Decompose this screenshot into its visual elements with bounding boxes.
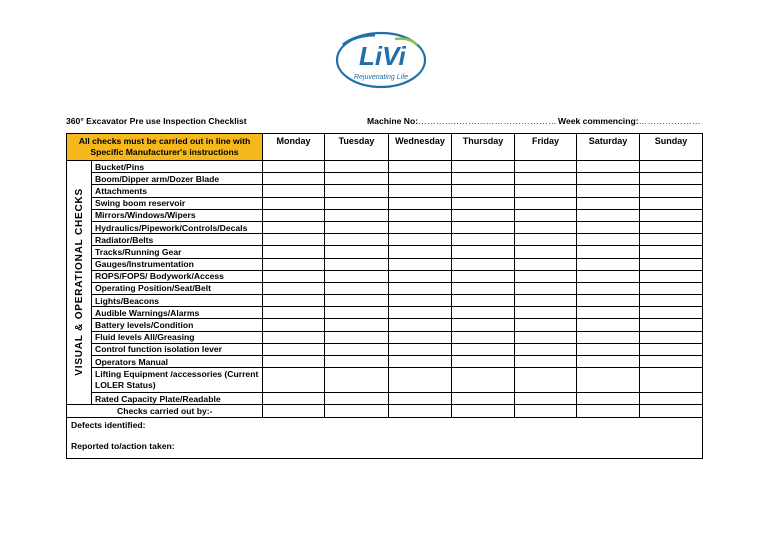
check-cell[interactable] xyxy=(325,221,389,233)
table-row xyxy=(67,173,703,185)
check-cell[interactable] xyxy=(515,173,577,185)
check-cell[interactable] xyxy=(263,319,325,331)
check-cell[interactable] xyxy=(577,393,640,405)
checks-carried-out-by: Checks carried out by:- xyxy=(67,405,263,417)
check-cell[interactable] xyxy=(325,393,389,405)
check-cell[interactable] xyxy=(515,246,577,258)
item-label: Swing boom reservoir xyxy=(92,197,263,209)
check-cell[interactable] xyxy=(515,368,577,393)
machine-no xyxy=(367,116,557,126)
table-row xyxy=(67,307,703,319)
logo-brand: LiVi xyxy=(359,41,406,71)
check-cell[interactable] xyxy=(389,197,452,209)
check-cell[interactable] xyxy=(640,246,703,258)
item-label: Boom/Dipper arm/Dozer Blade xyxy=(92,173,263,185)
check-cell[interactable] xyxy=(389,173,452,185)
check-cell[interactable] xyxy=(452,393,515,405)
machine-dots: …………..…………………………… xyxy=(418,116,557,126)
item-label: Lights/Beacons xyxy=(92,295,263,307)
check-cell[interactable] xyxy=(452,246,515,258)
check-cell[interactable] xyxy=(263,295,325,307)
check-cell[interactable] xyxy=(389,270,452,282)
item-label: Operating Position/Seat/Belt xyxy=(92,282,263,294)
day-wednesday: Wednesday xyxy=(389,134,452,161)
check-cell[interactable] xyxy=(325,173,389,185)
check-cell[interactable] xyxy=(577,356,640,368)
week-commencing xyxy=(558,116,701,126)
check-cell[interactable] xyxy=(515,295,577,307)
check-cell[interactable] xyxy=(263,331,325,343)
check-cell[interactable] xyxy=(515,393,577,405)
check-cell[interactable] xyxy=(389,356,452,368)
check-cell[interactable] xyxy=(325,343,389,355)
check-cell[interactable] xyxy=(263,368,325,393)
check-cell[interactable] xyxy=(515,270,577,282)
check-cell[interactable] xyxy=(452,319,515,331)
check-cell[interactable] xyxy=(577,368,640,393)
check-cell[interactable] xyxy=(263,343,325,355)
check-cell[interactable] xyxy=(515,185,577,197)
check-cell[interactable] xyxy=(263,221,325,233)
check-cell[interactable] xyxy=(389,161,452,173)
check-cell[interactable] xyxy=(325,282,389,294)
item-label: Audible Warnings/Alarms xyxy=(92,307,263,319)
check-cell[interactable] xyxy=(263,209,325,221)
table-row xyxy=(67,209,703,221)
check-cell[interactable] xyxy=(325,368,389,393)
week-dots: ………………… xyxy=(638,116,701,126)
check-cell[interactable] xyxy=(640,356,703,368)
item-label: Gauges/Instrumentation xyxy=(92,258,263,270)
check-cell[interactable] xyxy=(452,356,515,368)
check-cell[interactable] xyxy=(263,197,325,209)
check-cell[interactable] xyxy=(640,393,703,405)
check-cell[interactable] xyxy=(325,319,389,331)
check-cell[interactable] xyxy=(389,282,452,294)
check-cell[interactable] xyxy=(515,282,577,294)
table-row xyxy=(67,258,703,270)
check-cell[interactable] xyxy=(515,319,577,331)
check-cell[interactable] xyxy=(577,246,640,258)
check-cell[interactable] xyxy=(325,331,389,343)
check-cell[interactable] xyxy=(452,270,515,282)
check-cell[interactable] xyxy=(452,343,515,355)
item-label: Hydraulics/Pipework/Controls/Decals xyxy=(92,221,263,233)
check-cell[interactable] xyxy=(389,319,452,331)
check-cell[interactable] xyxy=(640,343,703,355)
check-cell[interactable] xyxy=(389,185,452,197)
check-cell[interactable] xyxy=(263,282,325,294)
signature-cell[interactable] xyxy=(325,405,389,417)
check-cell[interactable] xyxy=(640,270,703,282)
table-row xyxy=(67,319,703,331)
table-row xyxy=(67,197,703,209)
check-cell[interactable] xyxy=(452,185,515,197)
check-cell[interactable] xyxy=(389,221,452,233)
checks-by-row xyxy=(67,405,703,417)
reported-label: Reported to/action taken: xyxy=(71,440,175,451)
item-label: Tracks/Running Gear xyxy=(92,246,263,258)
check-cell[interactable] xyxy=(263,185,325,197)
table-row xyxy=(67,295,703,307)
check-cell[interactable] xyxy=(452,331,515,343)
check-cell[interactable] xyxy=(640,258,703,270)
check-cell[interactable] xyxy=(577,270,640,282)
side-label: VISUAL & OPERATIONAL CHECKS xyxy=(73,187,85,376)
item-label: ROPS/FOPS/ Bodywork/Access xyxy=(92,270,263,282)
check-cell[interactable] xyxy=(389,209,452,221)
check-cell[interactable] xyxy=(640,185,703,197)
item-label: Control function isolation lever xyxy=(92,343,263,355)
signature-cell[interactable] xyxy=(389,405,452,417)
check-cell[interactable] xyxy=(389,295,452,307)
table-row xyxy=(67,356,703,368)
check-cell[interactable] xyxy=(640,295,703,307)
check-cell[interactable] xyxy=(515,307,577,319)
signature-cell[interactable] xyxy=(263,405,325,417)
check-cell[interactable] xyxy=(263,246,325,258)
table-row xyxy=(67,331,703,343)
check-cell[interactable] xyxy=(263,258,325,270)
day-thursday: Thursday xyxy=(452,134,515,161)
check-cell[interactable] xyxy=(452,161,515,173)
check-cell[interactable] xyxy=(389,368,452,393)
check-cell[interactable] xyxy=(577,319,640,331)
day-sunday: Sunday xyxy=(640,134,703,161)
check-cell[interactable] xyxy=(577,307,640,319)
check-cell[interactable] xyxy=(640,319,703,331)
header-row xyxy=(67,134,703,161)
check-cell[interactable] xyxy=(325,270,389,282)
check-cell[interactable] xyxy=(515,331,577,343)
check-cell[interactable] xyxy=(577,295,640,307)
item-label: Battery levels/Condition xyxy=(92,319,263,331)
item-label: Fluid levels All/Greasing xyxy=(92,331,263,343)
check-cell[interactable] xyxy=(515,258,577,270)
check-cell[interactable] xyxy=(452,295,515,307)
check-cell[interactable] xyxy=(515,356,577,368)
check-cell[interactable] xyxy=(325,209,389,221)
check-cell[interactable] xyxy=(515,234,577,246)
table-row xyxy=(67,270,703,282)
check-cell[interactable] xyxy=(263,173,325,185)
check-cell[interactable] xyxy=(325,258,389,270)
check-cell[interactable] xyxy=(577,197,640,209)
check-cell[interactable] xyxy=(263,270,325,282)
check-cell[interactable] xyxy=(452,234,515,246)
table-row xyxy=(67,161,703,173)
table-row xyxy=(67,185,703,197)
signature-cell[interactable] xyxy=(577,405,640,417)
check-cell[interactable] xyxy=(515,161,577,173)
check-cell[interactable] xyxy=(389,343,452,355)
check-cell[interactable] xyxy=(325,161,389,173)
day-saturday: Saturday xyxy=(577,134,640,161)
check-cell[interactable] xyxy=(577,258,640,270)
day-tuesday: Tuesday xyxy=(325,134,389,161)
check-cell[interactable] xyxy=(389,258,452,270)
checklist-title: 360° Excavator Pre use Inspection Checklist xyxy=(66,116,247,126)
check-cell[interactable] xyxy=(515,221,577,233)
day-friday: Friday xyxy=(515,134,577,161)
side-label-cell xyxy=(67,161,92,405)
day-monday: Monday xyxy=(263,134,325,161)
table-row xyxy=(67,234,703,246)
check-cell[interactable] xyxy=(389,234,452,246)
checklist-table xyxy=(66,133,703,459)
check-cell[interactable] xyxy=(389,393,452,405)
check-cell[interactable] xyxy=(389,307,452,319)
check-cell[interactable] xyxy=(577,221,640,233)
table-row xyxy=(67,343,703,355)
check-cell[interactable] xyxy=(577,185,640,197)
table-row xyxy=(67,282,703,294)
check-cell[interactable] xyxy=(452,368,515,393)
table-row xyxy=(67,368,703,393)
check-cell[interactable] xyxy=(640,197,703,209)
check-cell[interactable] xyxy=(640,173,703,185)
item-label: Operators Manual xyxy=(92,356,263,368)
item-label: Rated Capacity Plate/Readable xyxy=(92,393,263,405)
check-cell[interactable] xyxy=(640,161,703,173)
item-label: Attachments xyxy=(92,185,263,197)
check-cell[interactable] xyxy=(577,161,640,173)
check-cell[interactable] xyxy=(325,246,389,258)
check-cell[interactable] xyxy=(577,282,640,294)
defects-label: Defects identified: xyxy=(71,419,146,430)
check-cell[interactable] xyxy=(452,197,515,209)
check-cell[interactable] xyxy=(263,161,325,173)
table-row xyxy=(67,246,703,258)
check-cell[interactable] xyxy=(389,246,452,258)
item-label: Lifting Equipment /accessories (Current LOLER Status) xyxy=(92,368,263,393)
check-cell[interactable] xyxy=(577,209,640,221)
check-cell[interactable] xyxy=(325,197,389,209)
check-cell[interactable] xyxy=(389,331,452,343)
instructions-note: All checks must be carried out in line with Specific Manufacturer's instructions xyxy=(67,134,263,161)
check-cell[interactable] xyxy=(452,173,515,185)
table-row xyxy=(67,221,703,233)
check-cell[interactable] xyxy=(452,282,515,294)
check-cell[interactable] xyxy=(577,331,640,343)
check-cell[interactable] xyxy=(640,282,703,294)
signature-cell[interactable] xyxy=(515,405,577,417)
check-cell[interactable] xyxy=(325,234,389,246)
check-cell[interactable] xyxy=(263,393,325,405)
check-cell[interactable] xyxy=(452,221,515,233)
logo-tagline: Rejuvenating Life xyxy=(353,74,409,81)
livi-logo xyxy=(335,31,427,89)
defects-row xyxy=(67,417,703,458)
check-cell[interactable] xyxy=(640,221,703,233)
check-cell[interactable] xyxy=(577,173,640,185)
check-cell[interactable] xyxy=(452,258,515,270)
check-cell[interactable] xyxy=(515,343,577,355)
item-label: Radiator/Belts xyxy=(92,234,263,246)
check-cell[interactable] xyxy=(263,307,325,319)
check-cell[interactable] xyxy=(452,209,515,221)
check-cell[interactable] xyxy=(325,307,389,319)
check-cell[interactable] xyxy=(263,356,325,368)
item-label: Bucket/Pins xyxy=(92,161,263,173)
signature-cell[interactable] xyxy=(640,405,703,417)
check-cell[interactable] xyxy=(577,343,640,355)
check-cell[interactable] xyxy=(452,307,515,319)
signature-cell[interactable] xyxy=(452,405,515,417)
check-cell[interactable] xyxy=(263,234,325,246)
check-cell[interactable] xyxy=(640,368,703,393)
week-label: Week commencing: xyxy=(558,116,639,126)
check-cell[interactable] xyxy=(325,356,389,368)
machine-label: Machine No: xyxy=(367,116,419,126)
item-label: Mirrors/Windows/Wipers xyxy=(92,209,263,221)
check-cell[interactable] xyxy=(640,307,703,319)
check-cell[interactable] xyxy=(577,234,640,246)
check-cell[interactable] xyxy=(325,295,389,307)
check-cell[interactable] xyxy=(325,185,389,197)
check-cell[interactable] xyxy=(640,331,703,343)
check-cell[interactable] xyxy=(640,234,703,246)
check-cell[interactable] xyxy=(515,209,577,221)
defects-box[interactable] xyxy=(67,417,703,458)
check-cell[interactable] xyxy=(515,197,577,209)
table-row xyxy=(67,393,703,405)
check-cell[interactable] xyxy=(640,209,703,221)
